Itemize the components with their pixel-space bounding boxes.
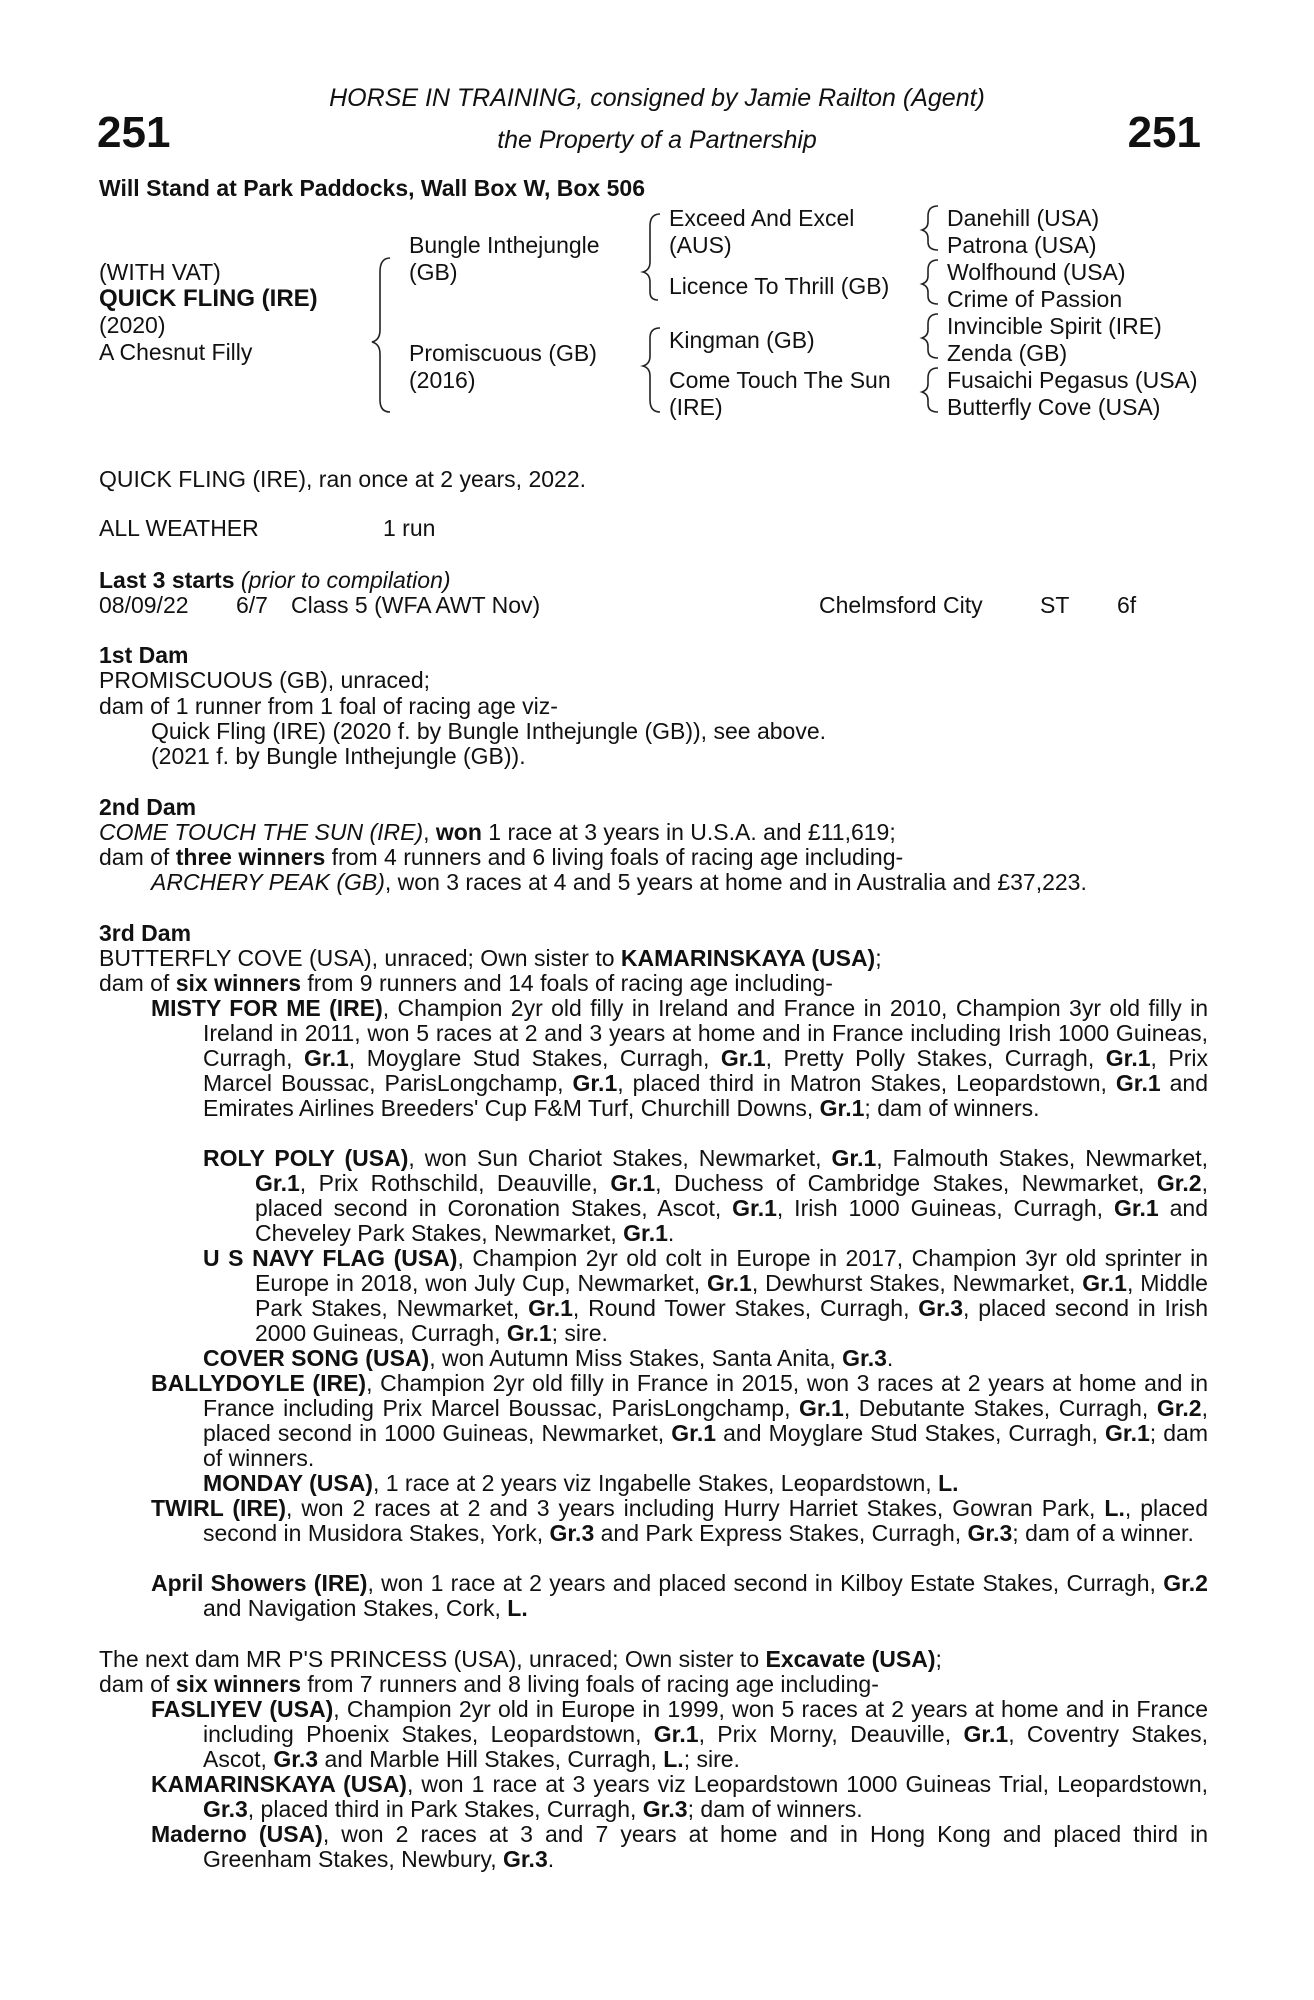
ped-dsd: Zenda (GB) [947, 340, 1068, 366]
first-dam-progeny2: (2021 f. by Bungle Inthejungle (GB)). [151, 743, 526, 769]
ped-ssd: Patrona (USA) [947, 232, 1097, 258]
header-property: the Property of a Partnership [497, 126, 817, 154]
sire-dam: Licence To Thrill (GB) [669, 273, 890, 299]
won-label: won [435, 819, 482, 845]
first-dam-line1: PROMISCUOUS (GB), unraced; [99, 667, 431, 693]
winners-count: six winners [175, 1671, 301, 1697]
progeny-misty-for-me: MISTY FOR ME (IRE), Champion 2yr old filly in Ireland and France in 2010, Champion 3yr old filly in Ireland in 2011, won 5 races at 2 and 3 years at home and in France including Irish 1000 Guineas, Curragh, Gr.1, Moyglare Stud Stakes, Curragh, Gr.1, Pretty Polly Stakes, Curragh, Gr.1, Prix Marcel Boussac, ParisLongchamp, Gr.1, placed third in Matron Stakes, Leopardstown, Gr.1 and Emirates Airlines Breeders' Cup F&M Turf, Churchill Downs, Gr.1; dam of winners. [151, 995, 1209, 1121]
second-dam-record: 1 race at 3 years in U.S.A. and £11,619; [481, 819, 896, 845]
second-dam-name: COME TOUCH THE SUN (IRE) [99, 819, 424, 845]
progeny-kamarinskaya: KAMARINSKAYA (USA), won 1 race at 3 years viz Leopardstown 1000 Guineas Trial, Leopardstown, Gr.3, placed third in Park Stakes, Curragh, Gr.3; dam of winners. [151, 1771, 1208, 1822]
race-summary: QUICK FLING (IRE), ran once at 2 years, 2022. [99, 466, 587, 492]
first-dam-line2: dam of 1 runner from 1 foal of racing age viz- [99, 693, 558, 719]
progeny-cover-song: COVER SONG (USA), won Autumn Miss Stakes, Santa Anita, Gr.3. [203, 1345, 894, 1371]
progeny-april-showers: April Showers (IRE), won 1 race at 2 years and placed second in Kilboy Estate Stakes, Curragh, Gr.2 and Navigation Stakes, Cork, L. [151, 1570, 1208, 1621]
second-dam-line2 [99, 845, 903, 870]
lot-number-right: 251 [1127, 108, 1201, 157]
start-going: ST [1040, 592, 1070, 618]
first-dam-title: 1st Dam [99, 642, 189, 668]
progeny-roly-poly: ROLY POLY (USA), won Sun Chariot Stakes, Newmarket, Gr.1, Falmouth Stakes, Newmarket, Gr.1, Prix Rothschild, Deauville, Gr.1, Duchess of Cambridge Stakes, Newmarket, Gr.2, placed second in Coronation Stakes, Ascot, Gr.1, Irish 1000 Guineas, Curragh, Gr.1 and Cheveley Park Stakes, Newmarket, Gr.1. [203, 1145, 1208, 1246]
comma: , [423, 819, 436, 845]
dam-dam-line1: Come Touch The Sun [669, 367, 891, 393]
dam-dam-line2: (IRE) [669, 394, 723, 420]
horse-name: QUICK FLING (IRE) [99, 285, 318, 312]
header-consignor: HORSE IN TRAINING, consigned by Jamie Railton (Agent) [329, 84, 985, 112]
ped-sdd: Crime of Passion [947, 286, 1123, 312]
sire-line2: (GB) [409, 259, 458, 285]
ped-sss: Danehill (USA) [947, 205, 1100, 231]
text: BUTTERFLY COVE (USA), unraced; Own sister to [99, 945, 621, 971]
third-dam-line2 [99, 971, 833, 996]
start-course: Chelmsford City [819, 592, 983, 618]
text: from 9 runners and 14 foals of racing age including- [301, 970, 833, 996]
progeny-twirl: TWIRL (IRE), won 2 races at 2 and 3 years including Hurry Harriet Stakes, Gowran Park, L., placed second in Musidora Stakes, York, Gr.3 and Park Express Stakes, Curragh, Gr.3; dam of a winner. [151, 1495, 1208, 1546]
text: from 4 runners and 6 living foals of racing age including- [325, 844, 904, 870]
text: ; [875, 945, 882, 971]
first-dam-progeny1: Quick Fling (IRE) (2020 f. by Bungle Inthejungle (GB)), see above. [151, 718, 826, 744]
ped-sds: Wolfhound (USA) [947, 259, 1126, 285]
second-dam-line1 [99, 820, 896, 845]
progeny-us-navy-flag: U S NAVY FLAG (USA), Champion 2yr old colt in Europe in 2017, Champion 3yr old sprinter in Europe in 2018, won July Cup, Newmarket, Gr.1, Dewhurst Stakes, Newmarket, Gr.1, Middle Park Stakes, Newmarket, Gr.1, Round Tower Stakes, Curragh, Gr.3, placed second in Irish 2000 Guineas, Curragh, Gr.1; sire. [203, 1245, 1208, 1346]
text: The next dam MR P'S PRINCESS (USA), unraced; Own sister to [99, 1646, 766, 1672]
start-date: 08/09/22 [99, 592, 189, 618]
progeny-monday: MONDAY (USA), 1 race at 2 years viz Ingabelle Stakes, Leopardstown, L. [203, 1470, 959, 1496]
progeny-name: ARCHERY PEAK (GB) [151, 869, 385, 895]
progeny-ballydoyle: BALLYDOYLE (IRE), Champion 2yr old filly in France in 2015, won 3 races at 2 years at home and in France including Prix Marcel Boussac, ParisLongchamp, Gr.1, Debutante Stakes, Curragh, Gr.2, placed second in 1000 Guineas, Newmarket, Gr.1 and Moyglare Stud Stakes, Curragh, Gr.1; dam of winners. [151, 1370, 1208, 1471]
third-dam-title: 3rd Dam [99, 920, 192, 946]
next-dam-line2 [99, 1672, 879, 1697]
start-distance: 6f [1117, 592, 1137, 618]
vat-label: (WITH VAT) [99, 259, 221, 285]
text: dam of [99, 970, 176, 996]
dam-sire: Kingman (GB) [669, 327, 815, 353]
second-dam-progeny [151, 870, 1087, 895]
horse-year: (2020) [99, 312, 166, 338]
next-dam-line1 [99, 1647, 942, 1672]
second-dam-title: 2nd Dam [99, 794, 197, 820]
pedigree-braces [0, 0, 1314, 420]
sire-sire-line1: Exceed And Excel [669, 205, 855, 231]
ped-dds: Fusaichi Pegasus (USA) [947, 367, 1198, 393]
lot-number-left: 251 [97, 108, 171, 157]
progeny-maderno: Maderno (USA), won 2 races at 3 and 7 years at home and in Hong Kong and placed third in Greenham Stakes, Newbury, Gr.3. [151, 1821, 1208, 1872]
dam-line1: Promiscuous (GB) [409, 340, 597, 366]
horse-description: A Chesnut Filly [99, 339, 253, 365]
text: from 7 runners and 8 living foals of racing age including- [301, 1671, 879, 1697]
start-race: Class 5 (WFA AWT Nov) [291, 592, 541, 618]
text: ; [935, 1646, 942, 1672]
last-starts-subtitle: (prior to compilation) [240, 567, 451, 593]
sister-name: KAMARINSKAYA (USA) [620, 945, 876, 971]
last-starts-title: Last 3 starts [99, 567, 235, 593]
surface-runs: 1 run [383, 515, 436, 541]
dam-line2: (2016) [409, 367, 476, 393]
text: dam of [99, 844, 176, 870]
ped-ddd: Butterfly Cove (USA) [947, 394, 1161, 420]
last-starts-heading [99, 568, 451, 593]
surface-label: ALL WEATHER [99, 515, 259, 541]
sire-sire-line2: (AUS) [669, 232, 732, 258]
stable-location: Will Stand at Park Paddocks, Wall Box W, Box 506 [99, 175, 645, 201]
third-dam-line1 [99, 946, 882, 971]
progeny-record: , won 3 races at 4 and 5 years at home and in Australia and £37,223. [384, 869, 1087, 895]
sister-name: Excavate (USA) [765, 1646, 936, 1672]
winners-count: six winners [175, 970, 301, 996]
winners-count: three winners [175, 844, 326, 870]
sire-line1: Bungle Inthejungle [409, 232, 600, 258]
progeny-fasliyev: FASLIYEV (USA), Champion 2yr old in Europe in 1999, won 5 races at 2 years at home and in France including Phoenix Stakes, Leopardstown, Gr.1, Prix Morny, Deauville, Gr.1, Coventry Stakes, Ascot, Gr.3 and Marble Hill Stakes, Curragh, L.; sire. [151, 1696, 1208, 1772]
start-position: 6/7 [236, 592, 268, 618]
text: dam of [99, 1671, 176, 1697]
ped-dss: Invincible Spirit (IRE) [947, 313, 1162, 339]
